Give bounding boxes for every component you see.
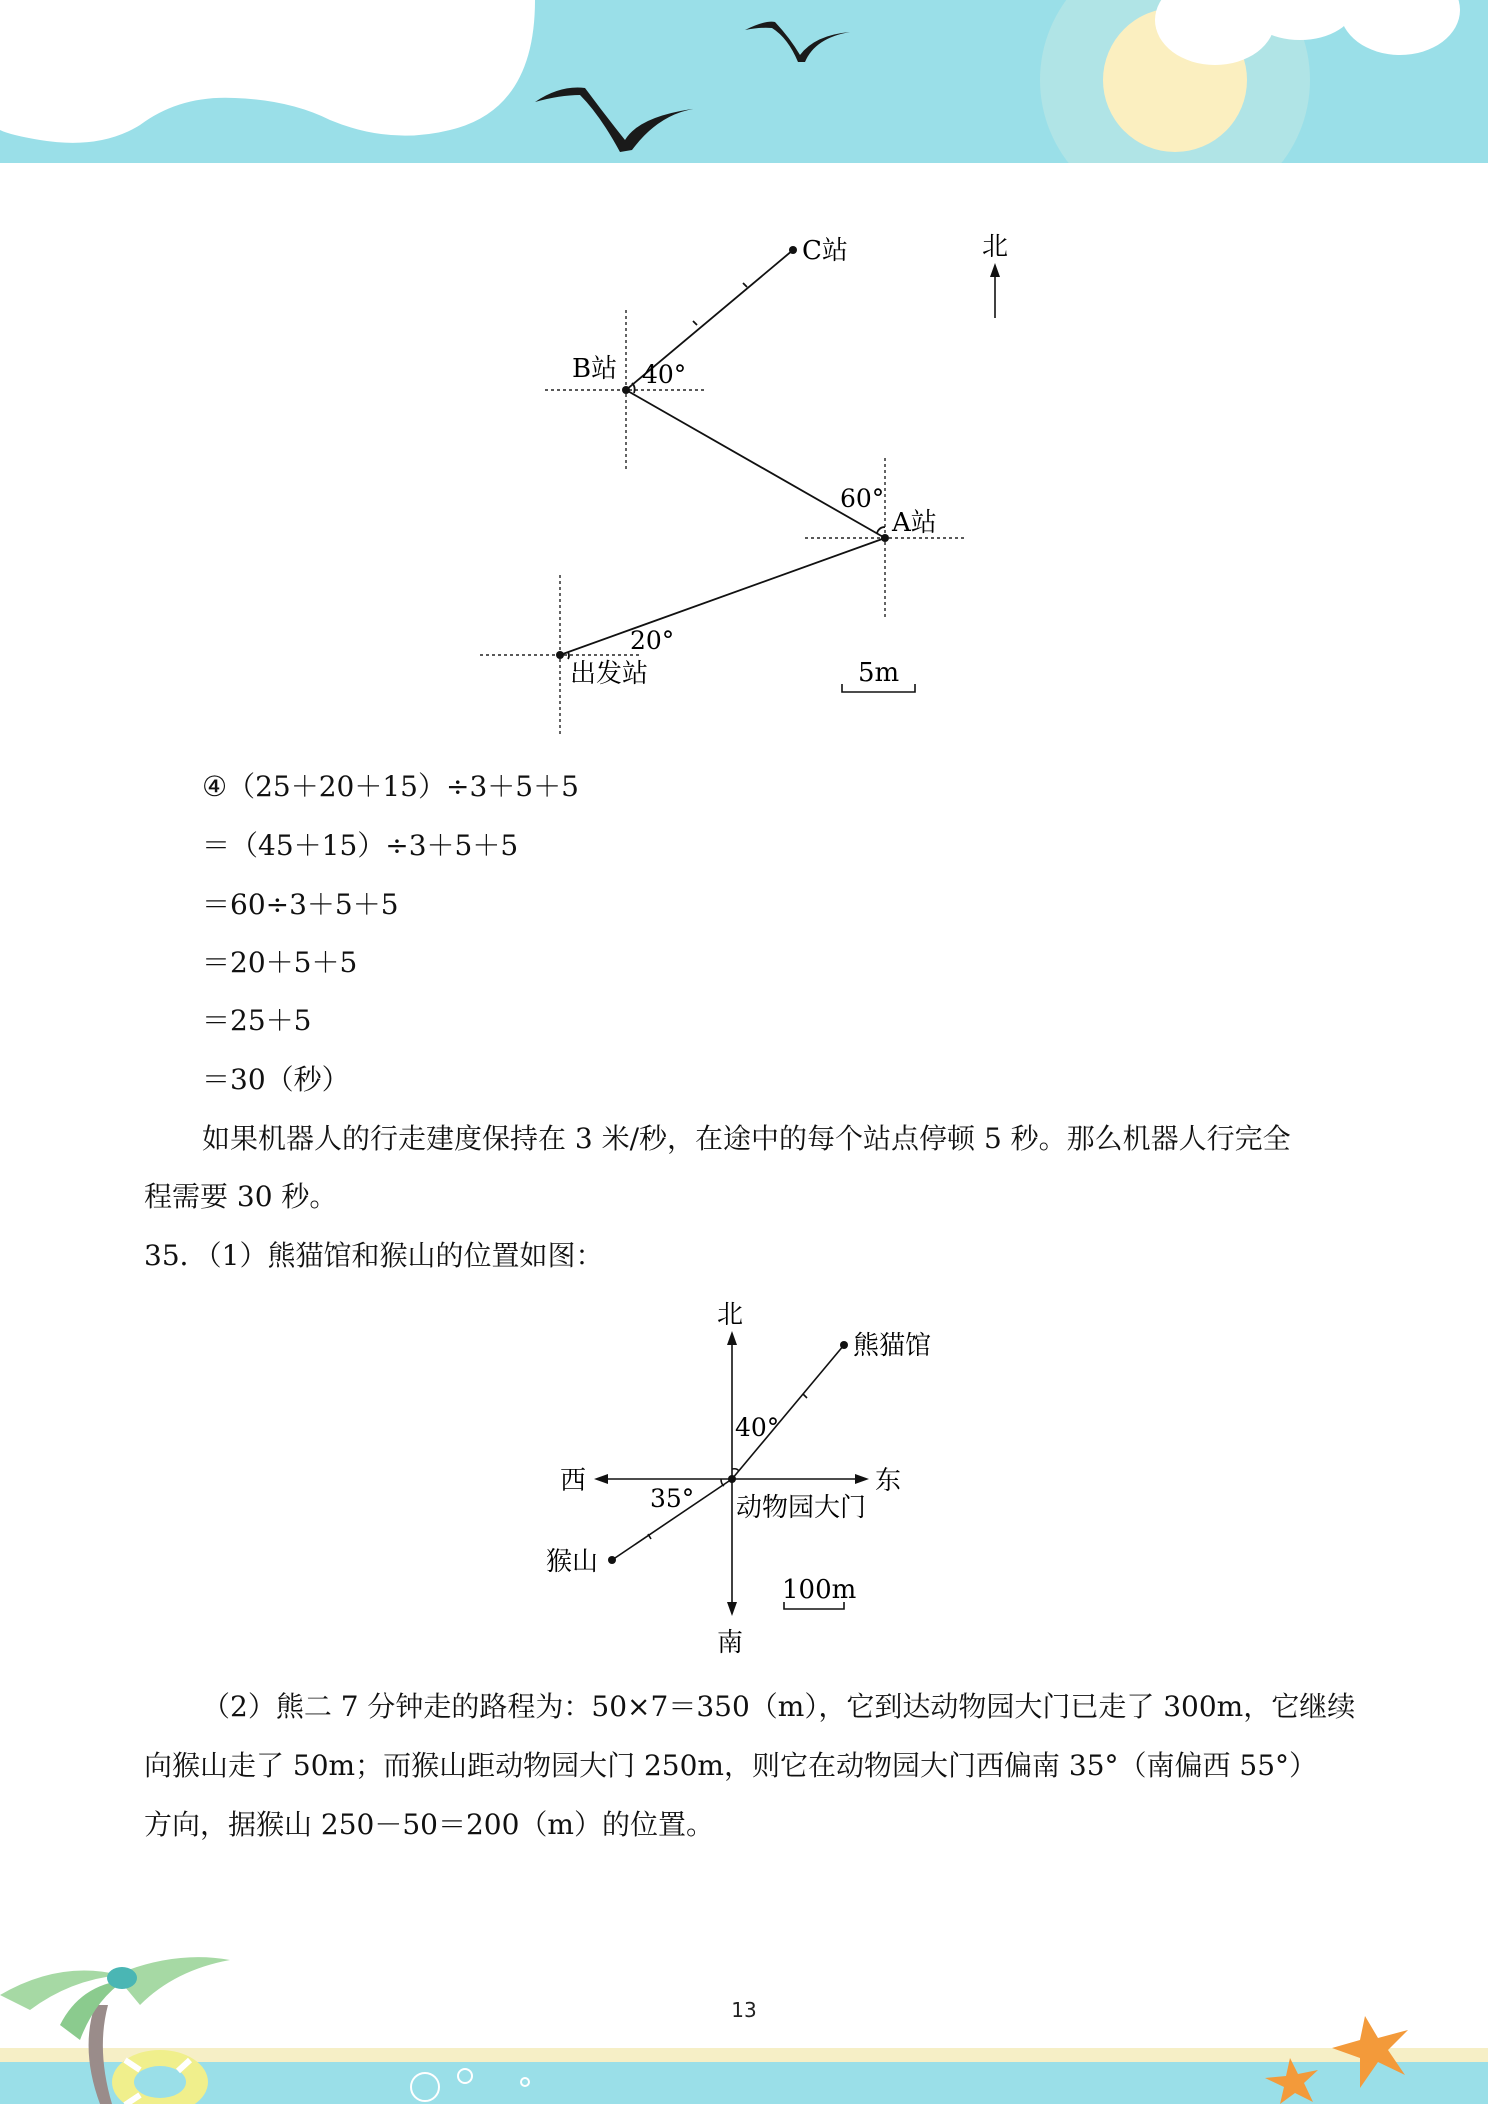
start-station-label: 出发站 <box>570 659 649 689</box>
route-diagram-main <box>460 215 1020 745</box>
west-arrowhead-icon <box>594 1474 608 1484</box>
calc-line-3: ＝60÷3＋5＋5 <box>202 888 399 921</box>
north-label: 北 <box>982 232 1009 262</box>
south-arrowhead-icon <box>727 1602 737 1616</box>
station-c-label: C站 <box>802 236 848 266</box>
angle-start-label: 20° <box>630 626 675 655</box>
b-point <box>622 386 630 394</box>
scale-label: 100m <box>782 1575 857 1605</box>
calc-line-1: ④（25＋20＋15）÷3＋5＋5 <box>202 770 579 803</box>
zoo-gate-label: 动物园大门 <box>736 1493 867 1523</box>
calc-line-6: ＝30（秒） <box>202 1063 350 1096</box>
north-label: 北 <box>717 1300 744 1330</box>
page-number: 13 <box>731 1998 757 2022</box>
c-point <box>789 246 797 254</box>
angle-monkey-label: 35° <box>650 1484 695 1513</box>
east-arrowhead-icon <box>855 1474 869 1484</box>
angle-panda-label: 40° <box>735 1413 780 1442</box>
start-point <box>556 651 564 659</box>
monkey-hill-label: 猴山 <box>546 1547 599 1577</box>
station-a-label: A站 <box>892 508 937 538</box>
panda-hall-label: 熊猫馆 <box>853 1331 932 1361</box>
part2-line-3: 方向，据猴山 250－50＝200（m）的位置。 <box>144 1808 714 1841</box>
east-label: 东 <box>875 1466 902 1496</box>
north-arrowhead-icon <box>727 1331 737 1345</box>
question-35-intro: 35．（1）熊猫馆和猴山的位置如图： <box>144 1239 604 1272</box>
west-label: 西 <box>560 1466 587 1496</box>
path-to-panda <box>732 1345 844 1479</box>
part2-line-2: 向猴山走了 50m；而猴山距动物园大门 250m，则它在动物园大门西偏南 35°（南偏西 55°） <box>144 1749 1318 1782</box>
answer-line-2: 程需要 30 秒。 <box>144 1180 338 1213</box>
part2-line-1: （2）熊二 7 分钟走的路程为：50×7＝350（m），它到达动物园大门已走了 300m，它继续 <box>202 1690 1356 1723</box>
header-banner <box>0 0 1488 170</box>
calc-line-5: ＝25＋5 <box>202 1004 312 1037</box>
calc-line-2: ＝（45＋15）÷3＋5＋5 <box>202 829 519 862</box>
calc-line-4: ＝20＋5＋5 <box>202 946 358 979</box>
a-point <box>881 534 889 542</box>
zoo-diagram <box>530 1295 970 1660</box>
scale-label: 5m <box>858 658 900 688</box>
monkey-point <box>608 1556 616 1564</box>
panda-point <box>840 1341 848 1349</box>
south-label: 南 <box>717 1628 744 1658</box>
answer-line-1: 如果机器人的行走建度保持在 3 米/秒，在途中的每个站点停顿 5 秒。那么机器人行完全 <box>202 1122 1291 1155</box>
angle-a-label: 60° <box>840 484 885 513</box>
gate-point <box>728 1475 736 1483</box>
station-b-label: B站 <box>572 354 618 384</box>
angle-b-label: 40° <box>642 360 687 389</box>
